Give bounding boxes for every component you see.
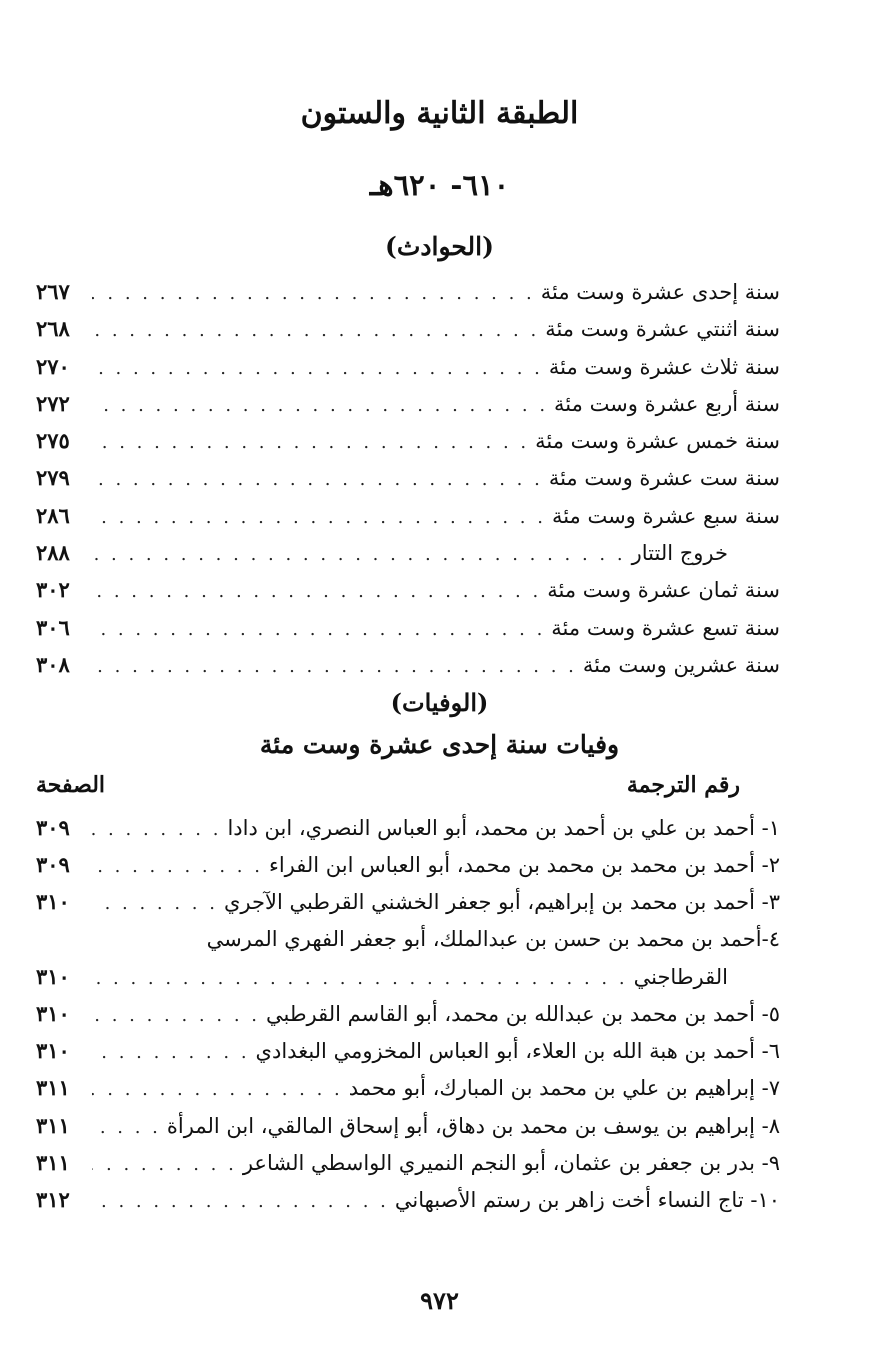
entry-number-header: رقم الترجمة: [626, 772, 740, 798]
entry-page: ٣٠٨: [36, 651, 70, 677]
leader-dots: [92, 544, 626, 565]
list-item: [36, 465, 780, 502]
entry-page: ٢٧٩: [36, 465, 70, 491]
entry-text: سنة أربع عشرة وست مئة: [554, 391, 780, 416]
entry-text: سنة تسع عشرة وست مئة: [551, 615, 780, 640]
entry-page: ٣١١: [36, 1075, 70, 1101]
entry-page: ٣١٠: [36, 963, 70, 989]
events-heading: (الحوادث): [385, 232, 494, 261]
list-item: [36, 540, 780, 577]
leader-dots: [92, 283, 535, 304]
entry-text: ٨- إبراهيم بن يوسف بن محمد بن دهاق، أبو إسحاق المالقي، ابن المرأة: [166, 1113, 780, 1138]
list-item: [36, 652, 780, 689]
leader-dots: [92, 395, 548, 416]
entry-text: سنة عشرين وست مئة: [582, 652, 780, 677]
list-item: [36, 615, 780, 652]
deaths-heading: (الوفيات): [390, 688, 489, 717]
list-item: [36, 577, 780, 614]
deaths-subtitle: وفيات سنة إحدى عشرة وست مئة: [259, 730, 620, 759]
entry-text: القرطاجني: [633, 964, 728, 989]
list-item: [36, 503, 780, 540]
list-item: [36, 927, 780, 964]
entry-text: ٥- أحمد بن محمد بن عبدالله بن محمد، أبو القاسم القرطبي: [266, 1001, 780, 1026]
entry-page: ٣١٠: [36, 889, 70, 915]
leader-dots: [92, 1191, 389, 1212]
entry-page: ٢٦٧: [36, 279, 70, 304]
entry-text: ٤-أحمد بن محمد بن حسن بن عبدالملك، أبو جعفر الفهري المرسي: [206, 926, 780, 951]
entry-page: ٣٠٦: [36, 614, 70, 640]
entry-text: ١٠- تاج النساء أخت زاهر بن رستم الأصبهاني: [394, 1187, 780, 1212]
entry-page: ٣٠٢: [36, 577, 70, 603]
leader-dots: [92, 320, 539, 341]
list-item: [36, 1075, 780, 1112]
page-number: ٩٧٢: [420, 1286, 459, 1315]
list-item: [36, 889, 780, 926]
entry-page: ٣١١: [36, 1149, 70, 1175]
entry-text: سنة اثنتي عشرة وست مئة: [545, 317, 780, 342]
page-title: الطبقة الثانية والستون: [300, 96, 579, 131]
entry-text: ٢- أحمد بن محمد بن محمد بن محمد، أبو العباس ابن الفراء: [268, 853, 780, 878]
column-headers: [36, 772, 780, 812]
entry-text: سنة سبع عشرة وست مئة: [551, 503, 780, 528]
leader-dots: [92, 581, 541, 602]
entry-text: خروج التتار: [631, 541, 728, 566]
list-item: [36, 964, 780, 1001]
list-item: [36, 428, 780, 465]
leader-dots: [92, 856, 263, 877]
leader-dots: [92, 1005, 260, 1026]
leader-dots: [92, 968, 628, 989]
page-header: الصفحة: [36, 772, 106, 798]
leader-dots: [92, 656, 577, 677]
entry-page: ٢٦٨: [36, 316, 70, 342]
list-item: [36, 1150, 780, 1187]
entry-page: ٣١٠: [36, 1000, 70, 1026]
entry-text: سنة ست عشرة وست مئة: [548, 466, 780, 491]
list-item: [36, 1187, 780, 1224]
list-item: [36, 852, 780, 889]
leader-dots: [92, 469, 543, 490]
leader-dots: [92, 1079, 343, 1100]
entry-page: ٣٠٩: [36, 852, 70, 878]
entry-page: ٣١٠: [36, 1038, 70, 1064]
leader-dots: [92, 893, 218, 914]
list-item: [36, 1038, 780, 1075]
year-range: ٦١٠- ٦٢٠هـ: [369, 168, 510, 202]
events-list: [36, 279, 780, 689]
list-item: [36, 279, 780, 316]
entry-text: ٧- إبراهيم بن علي بن محمد بن المبارك، أبو محمد: [348, 1076, 780, 1101]
leader-dots: [92, 819, 221, 840]
list-item: [36, 1001, 780, 1038]
list-item: [36, 815, 780, 852]
entry-page: ٣١١: [36, 1112, 70, 1138]
leader-dots: [92, 358, 543, 379]
entry-text: ٦- أحمد بن هبة الله بن العلاء، أبو العباس المخزومي البغدادي: [255, 1039, 780, 1064]
entry-text: سنة إحدى عشرة وست مئة: [540, 280, 780, 304]
leader-dots: [92, 619, 545, 640]
entry-text: سنة ثمان عشرة وست مئة: [547, 578, 780, 603]
entry-page: ٣٠٩: [36, 815, 70, 840]
entry-text: سنة خمس عشرة وست مئة: [535, 429, 780, 454]
leader-dots: [92, 1117, 161, 1138]
leader-dots: [92, 1042, 250, 1063]
entry-text: سنة ثلاث عشرة وست مئة: [548, 354, 780, 379]
entry-page: ٢٧٥: [36, 428, 70, 454]
list-item: [36, 354, 780, 391]
entry-text: ٩- بدر بن جعفر بن عثمان، أبو النجم النميري الواسطي الشاعر: [242, 1150, 780, 1175]
leader-dots: [92, 507, 546, 528]
entry-page: ٢٧٢: [36, 390, 70, 416]
list-item: [36, 391, 780, 428]
entry-page: ٢٨٨: [36, 540, 70, 566]
entry-text: ٣- أحمد بن محمد بن إبراهيم، أبو جعفر الخشني القرطبي الآجري: [223, 890, 780, 915]
leader-dots: [92, 432, 529, 453]
entry-page: ٢٨٦: [36, 502, 70, 528]
deaths-list: [36, 815, 780, 1224]
list-item: [36, 316, 780, 353]
list-item: [36, 1113, 780, 1150]
leader-dots: [92, 1154, 237, 1175]
entry-page: ٣١٢: [36, 1186, 70, 1212]
entry-text: ١- أحمد بن علي بن أحمد بن محمد، أبو العباس النصري، ابن دادا: [227, 816, 780, 840]
entry-page: ٢٧٠: [36, 353, 70, 379]
